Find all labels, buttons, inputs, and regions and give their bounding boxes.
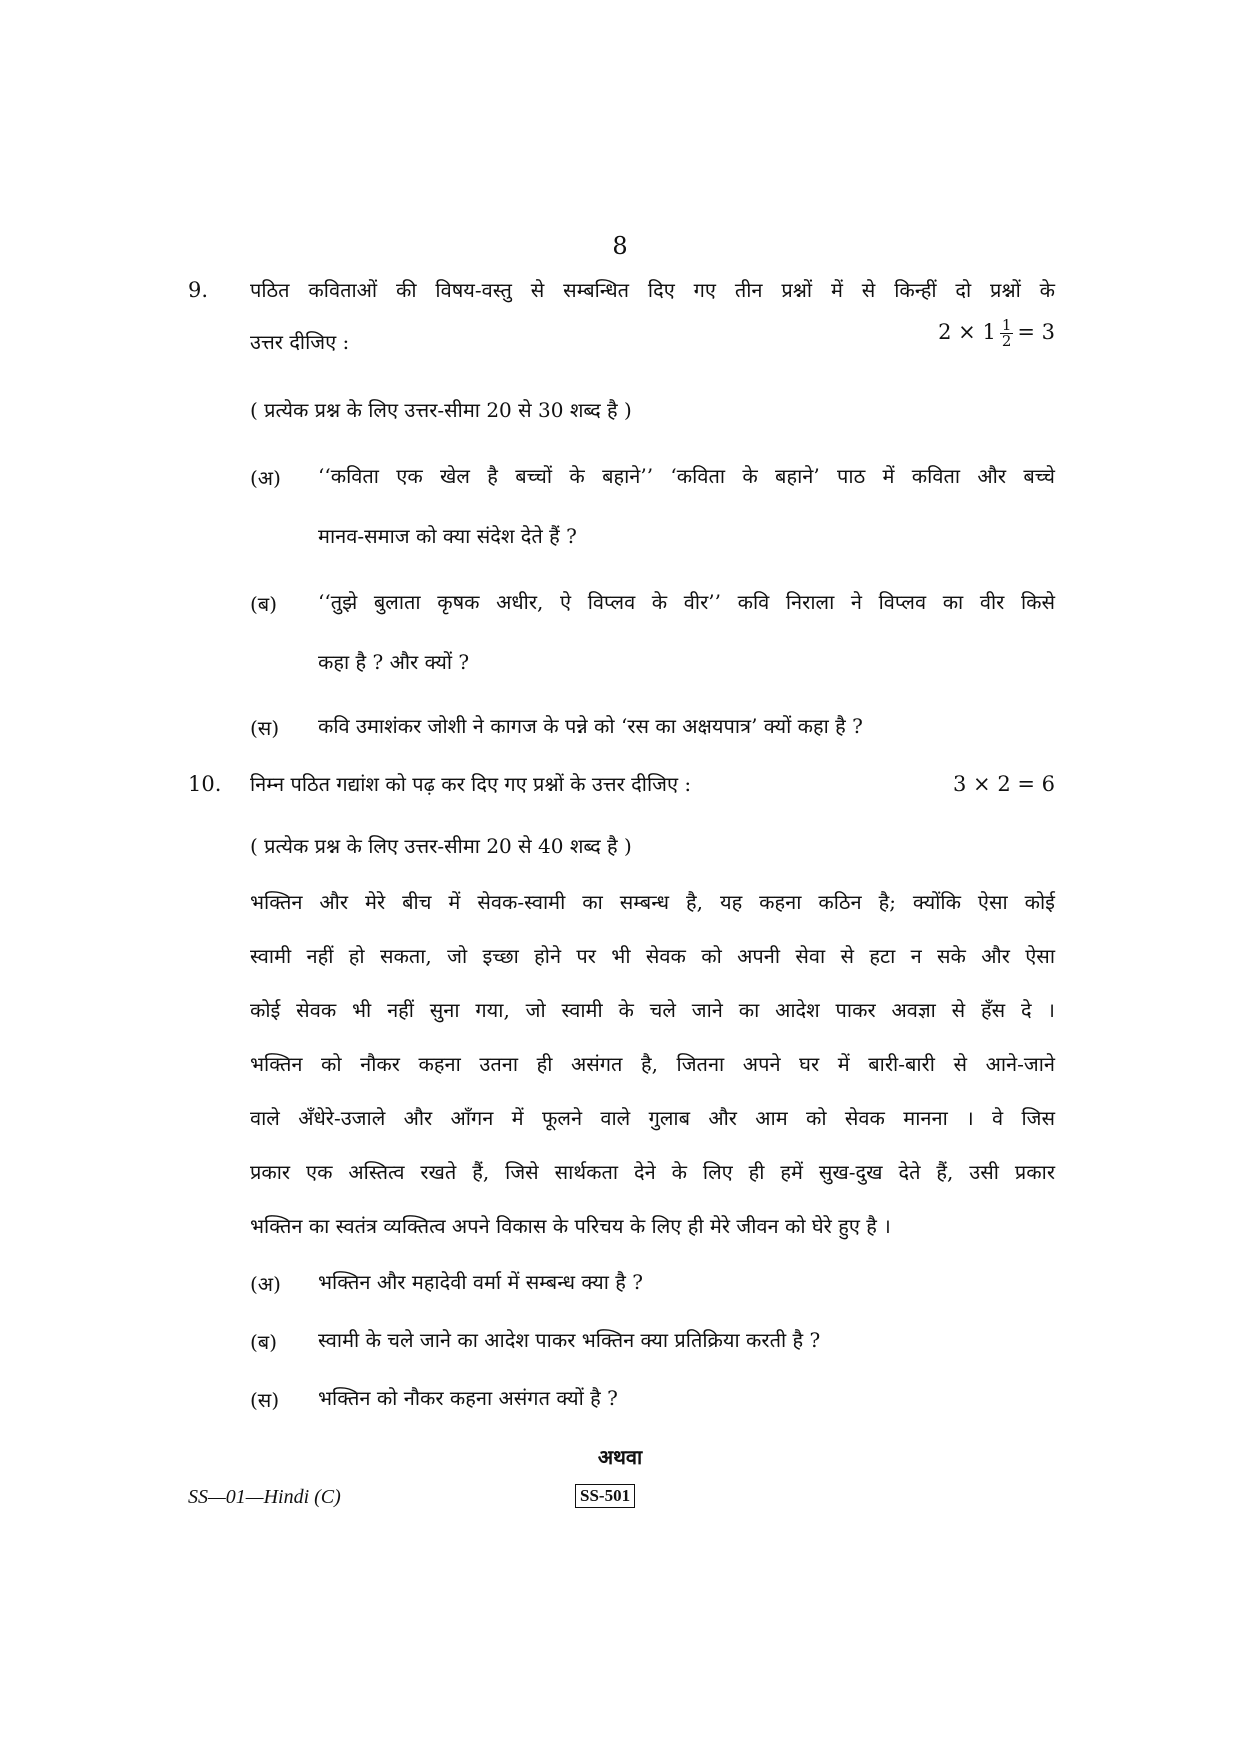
question-10-option-a-text: भक्तिन और महादेवी वर्मा में सम्बन्ध क्या है ? [318,1270,643,1294]
question-10-option-c-label: (स) [250,1388,280,1412]
question-10-number: 10. [188,772,222,796]
marks-suffix: = 3 [1017,320,1055,344]
question-9-option-b-label: (ब) [250,592,278,616]
page-number: 8 [612,232,628,260]
question-9-word-limit: ( प्रत्येक प्रश्न के लिए उत्तर-सीमा 20 से 30 शब्द है ) [250,398,632,422]
passage-line: वाले अँधेरे-उजाले और आँगन में फूलने वाले गुलाब और आम को सेवक मानना । वे जिस [250,1106,1055,1130]
footer-subject-code: SS—01—Hindi (C) [188,1486,341,1508]
marks-fraction [1000,318,1014,349]
question-9-option-b-line-2: कहा है ? और क्यों ? [318,650,470,674]
question-10-word-limit: ( प्रत्येक प्रश्न के लिए उत्तर-सीमा 20 से 40 शब्द है ) [250,834,632,858]
passage-line: प्रकार एक अस्तित्व रखते हैं, जिसे सार्थकता देने के लिए ही हमें सुख-दुख देते हैं, उसी प्रकार [250,1160,1055,1184]
question-10-option-b-label: (ब) [250,1330,278,1354]
footer-paper-code: SS-501 [575,1484,635,1508]
question-10-option-a-label: (अ) [250,1272,281,1296]
question-9-option-a-line-1: ‘‘कविता एक खेल है बच्चों के बहाने’’ ‘कविता के बहाने’ पाठ में कविता और बच्चे [318,464,1055,488]
or-heading: अथवा [597,1445,643,1469]
passage-line: भक्तिन का स्वतंत्र व्यक्तित्व अपने विकास के परिचय के लिए ही मेरे जीवन को घेरे हुए है । [250,1214,891,1238]
question-10-marks: 3 × 2 = 6 [953,772,1055,796]
question-9-number: 9. [188,278,209,302]
fraction-numerator: 1 [1001,316,1012,334]
fraction-denominator: 2 [1001,332,1012,350]
question-9-marks [938,318,1055,349]
question-9-option-a-line-2: मानव-समाज को क्या संदेश देते हैं ? [318,524,577,548]
passage-line: भक्तिन और मेरे बीच में सेवक-स्वामी का सम्बन्ध है, यह कहना कठिन है; क्योंकि ऐसा कोई [250,890,1055,914]
passage-line: स्वामी नहीं हो सकता, जो इच्छा होने पर भी सेवक को अपनी सेवा से हटा न सके और ऐसा [250,944,1055,968]
marks-prefix: 2 × 1 [938,320,996,344]
question-9-option-b-line-1: ‘‘तुझे बुलाता कृषक अधीर, ऐ विप्लव के वीर’’ कवि निराला ने विप्लव का वीर किसे [318,590,1055,614]
question-9-line-2: उत्तर दीजिए : [250,330,350,354]
question-9-option-a-label: (अ) [250,466,281,490]
passage-line: भक्तिन को नौकर कहना उतना ही असंगत है, जितना अपने घर में बारी-बारी से आने-जाने [250,1052,1055,1076]
question-10-line-1: निम्न पठित गद्यांश को पढ़ कर दिए गए प्रश्नों के उत्तर दीजिए : [250,772,692,796]
question-9-line-1: पठित कविताओं की विषय-वस्तु से सम्बन्धित दिए गए तीन प्रश्नों में से किन्हीं दो प्रश्नों के [250,278,1055,302]
question-9-option-c-label: (स) [250,716,280,740]
question-10-option-c-text: भक्तिन को नौकर कहना असंगत क्यों है ? [318,1386,618,1410]
passage-line: कोई सेवक भी नहीं सुना गया, जो स्वामी के चले जाने का आदेश पाकर अवज्ञा से हँस दे । [250,998,1055,1022]
question-10-option-b-text: स्वामी के चले जाने का आदेश पाकर भक्तिन क्या प्रतिक्रिया करती है ? [318,1328,821,1352]
question-9-option-c-line-1: कवि उमाशंकर जोशी ने कागज के पन्ने को ‘रस का अक्षयपात्र’ क्यों कहा है ? [318,714,863,738]
